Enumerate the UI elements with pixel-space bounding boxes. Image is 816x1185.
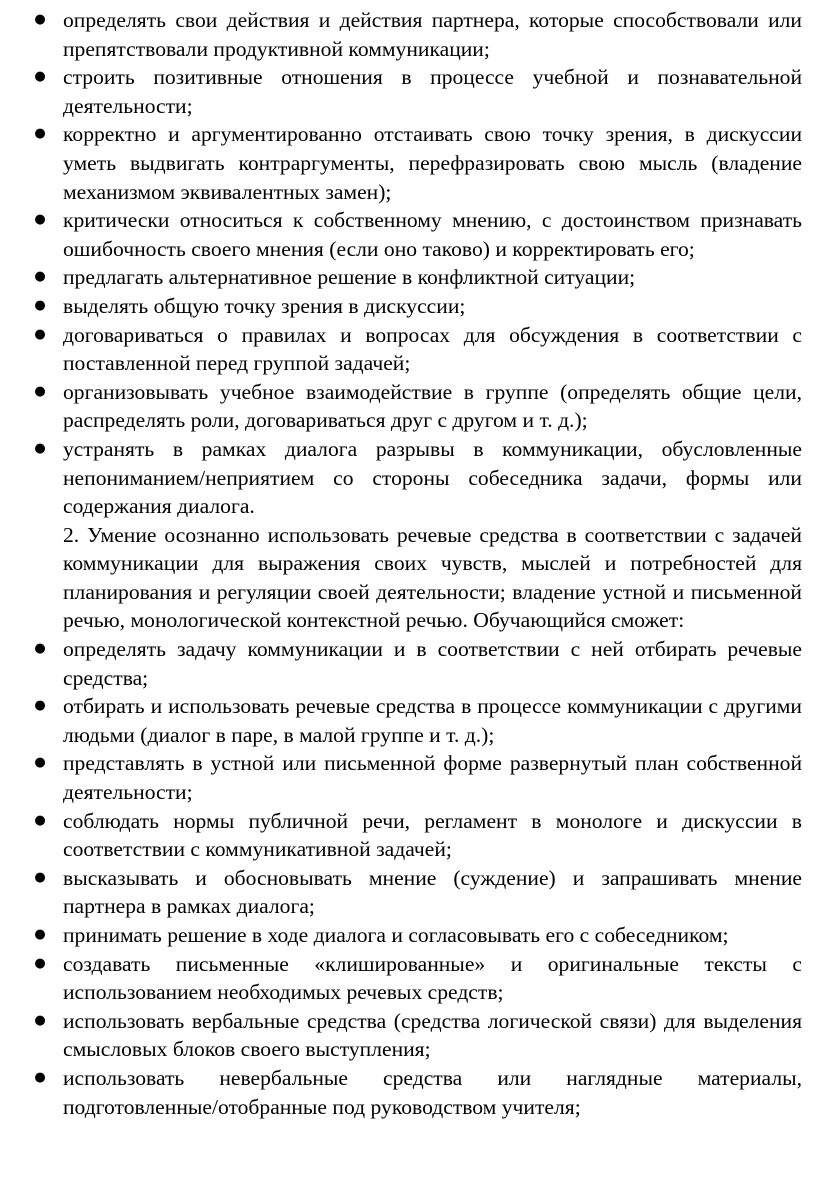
list-item xyxy=(34,206,802,263)
list-item-text: определять свои действия и действия партнера, которые способствовали или препятствовали продуктивной коммуникации; xyxy=(63,8,802,61)
bullet-icon: ● xyxy=(34,698,46,714)
bullet-icon: ● xyxy=(34,383,46,399)
list-item-text: представлять в устной или письменной форме развернутый план собственной деятельности; xyxy=(63,751,802,805)
list-item-text: определять задачу коммуникации и в соответствии с ней отбирать речевые средства; xyxy=(63,637,802,690)
bullet-list-b xyxy=(0,635,816,1121)
list-item xyxy=(34,120,802,206)
bullet-icon: ● xyxy=(34,126,46,142)
list-item xyxy=(34,378,802,435)
bullet-icon: ● xyxy=(34,12,46,27)
list-item xyxy=(34,6,802,63)
bullet-icon: ● xyxy=(34,869,46,885)
list-item-text: организовывать учебное взаимодействие в группе (определять общие цели, распределять роли, договариваться друг с другом и т. д.); xyxy=(63,379,802,433)
list-item xyxy=(34,635,802,692)
bullet-icon: ● xyxy=(34,269,46,285)
bullet-icon: ● xyxy=(34,69,46,85)
list-item-text: строить позитивные отношения в процессе учебной и познавательной деятельности; xyxy=(63,65,802,118)
section-2-paragraph: 2. Умение осознанно использовать речевые средства в соответствии с задачей коммуникации для выражения своих чувств, мыслей и потребностей для планирования и регуляции своей деятельности; владение устной и письменной речью, монологической контекстной речью. Обучающийся сможет: xyxy=(63,522,802,633)
list-item-text: использовать невербальные средства или наглядные материалы, подготовленные/отобранные под руководством учителя; xyxy=(63,1065,802,1119)
list-item-text: высказывать и обосновывать мнение (суждение) и запрашивать мнение партнера в рамках диалога; xyxy=(63,865,802,919)
list-item-text: использовать вербальные средства (средства логической связи) для выделения смысловых блоков своего выступления; xyxy=(63,1008,802,1062)
list-item xyxy=(34,263,802,292)
bullet-icon: ● xyxy=(34,641,46,657)
bullet-icon: ● xyxy=(34,326,46,342)
list-item-text: договариваться о правилах и вопросах для обсуждения в соответствии с поставленной перед группой задачей; xyxy=(63,322,802,376)
list-item-text: выделять общую точку зрения в дискуссии; xyxy=(63,293,466,318)
list-item xyxy=(34,321,802,378)
list-item xyxy=(34,921,802,950)
bullet-icon: ● xyxy=(34,755,46,771)
list-item-text: соблюдать нормы публичной речи, регламент в монологе и дискуссии в соответствии с коммуникативной задачей; xyxy=(63,808,802,862)
list-item xyxy=(34,1064,802,1121)
list-item-text: создавать письменные «клишированные» и оригинальные тексты с использованием необходимых речевых средств; xyxy=(63,951,802,1005)
bullet-icon: ● xyxy=(34,212,46,228)
bullet-icon: ● xyxy=(34,297,46,313)
list-item-text: корректно и аргументированно отстаивать свою точку зрения, в дискуссии уметь выдвигать контраргументы, перефразировать свою мысль (владение механизмом эквивалентных замен); xyxy=(63,122,802,204)
list-item-text: предлагать альтернативное решение в конфликтной ситуации; xyxy=(63,265,636,290)
list-item-text: отбирать и использовать речевые средства в процессе коммуникации с другими людьми (диалог в паре, в малой группе и т. д.); xyxy=(63,694,802,747)
bullet-icon: ● xyxy=(34,440,46,456)
list-item-text: принимать решение в ходе диалога и согласовывать его с собеседником; xyxy=(63,923,729,947)
list-item xyxy=(34,864,802,921)
list-item xyxy=(34,950,802,1007)
list-item xyxy=(34,692,802,749)
list-item-text: устранять в рамках диалога разрывы в коммуникации, обусловленные непониманием/неприятием со стороны собеседника задачи, формы или содержания диалога. xyxy=(63,436,802,519)
list-item xyxy=(34,63,802,120)
list-item xyxy=(34,292,802,321)
list-item xyxy=(34,749,802,806)
list-item xyxy=(34,1007,802,1064)
bullet-icon: ● xyxy=(34,812,46,828)
bullet-icon: ● xyxy=(34,1012,46,1028)
bullet-icon: ● xyxy=(34,1069,46,1085)
bullet-list-a xyxy=(0,6,816,521)
list-item xyxy=(34,435,802,521)
list-item xyxy=(34,807,802,864)
bullet-icon: ● xyxy=(34,955,46,971)
bullet-icon: ● xyxy=(34,927,46,942)
list-item-text: критически относиться к собственному мнению, с достоинством признавать ошибочность своего мнения (если оно таково) и корректировать его; xyxy=(63,208,802,261)
